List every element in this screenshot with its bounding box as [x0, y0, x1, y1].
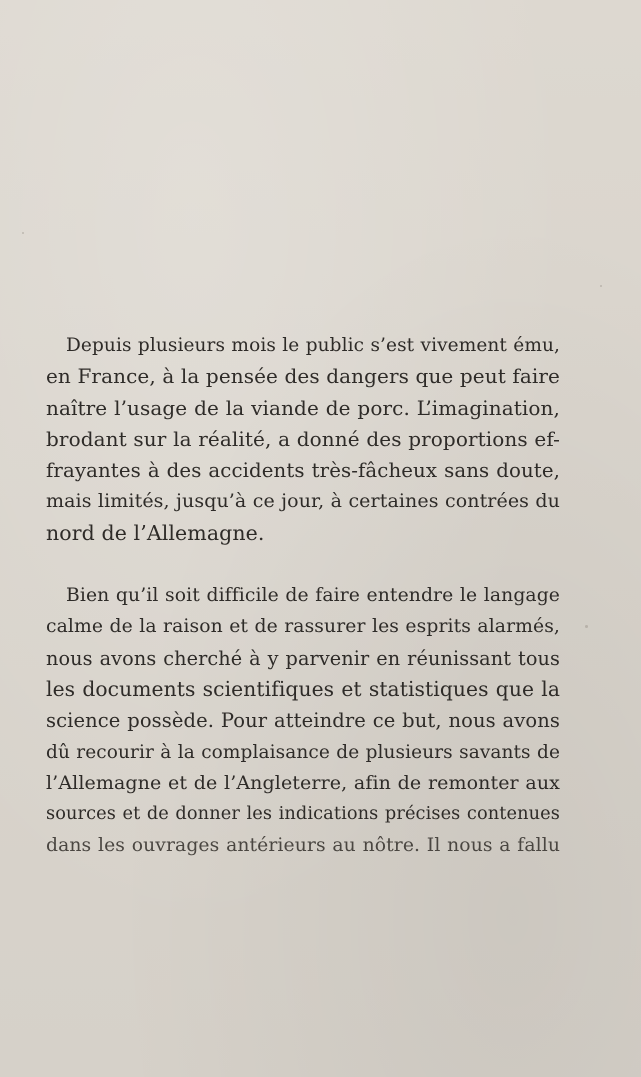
- text-line: Depuis plusieurs mois le public s’est vivement ému,: [66, 335, 560, 356]
- text-line: nord de l’Allemagne.: [46, 520, 265, 545]
- text-line: sources et de donner les indications précises contenues: [46, 804, 560, 825]
- paper-speck: [585, 625, 588, 628]
- text-line: naître l’usage de la viande de porc. L’imagination,: [46, 395, 560, 420]
- text-line: mais limités, jusqu’à ce jour, à certaines contrées du: [46, 490, 560, 513]
- text-line: brodant sur la réalité, a donné des proportions ef-: [46, 426, 560, 451]
- paper-speck: [600, 285, 602, 287]
- paragraph-2: [46, 580, 560, 862]
- text-line: dû recourir à la complaisance de plusieurs savants de: [46, 741, 560, 763]
- text-line: calme de la raison et de rassurer les esprits alarmés,: [46, 616, 560, 638]
- text-line: dans les ouvrages antérieurs au nôtre. Il nous a fallu: [46, 835, 560, 857]
- text-line: les documents scientifiques et statistiques que la: [46, 676, 560, 701]
- body-text: [46, 330, 560, 862]
- paper-speck: [22, 232, 24, 234]
- text-line: Bien qu’il soit difficile de faire entendre le langage: [66, 585, 560, 607]
- text-line: science possède. Pour atteindre ce but, nous avons: [46, 709, 560, 733]
- text-line: l’Allemagne et de l’Angleterre, afin de remonter aux: [46, 771, 560, 794]
- paragraph-1: [46, 330, 560, 549]
- paragraph-gap: [46, 549, 560, 580]
- text-line: en France, à la pensée des dangers que peut faire: [46, 364, 560, 389]
- text-line: nous avons cherché à y parvenir en réunissant tous: [46, 646, 560, 670]
- text-line: frayantes à des accidents très-fâcheux sans doute,: [46, 459, 560, 483]
